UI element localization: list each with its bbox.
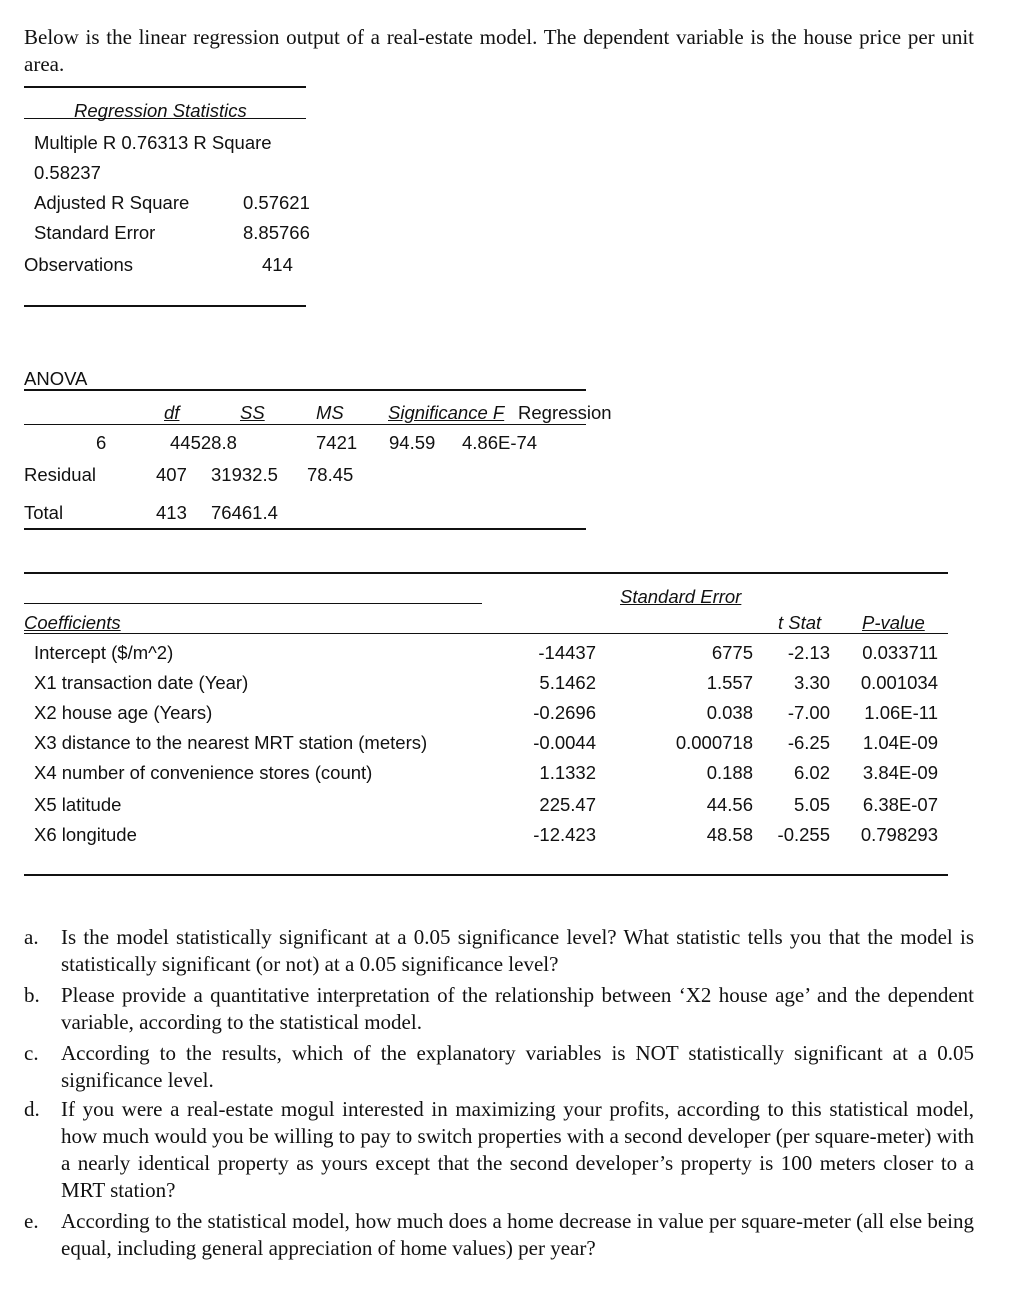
coef-row-p-value: 0.798293 — [860, 824, 938, 845]
coef-row-p-value: 3.84E-09 — [862, 762, 938, 783]
anova-residual-label: Residual — [24, 464, 96, 485]
intro-text: Below is the linear regression output of a real-estate model. The dependent variable is the house price per unit area. — [24, 25, 974, 76]
coef-row-coefficient: -0.0044 — [533, 732, 596, 753]
coef-row-coefficient: 5.1462 — [539, 672, 596, 693]
anova-total-label: Total — [24, 502, 64, 523]
observations-label: Observations — [24, 254, 133, 275]
coef-header-t-stat: t Stat — [778, 612, 822, 633]
coef-row-variable: X3 distance to the nearest MRT station (meters) — [34, 732, 428, 753]
coef-row-standard-error: 0.188 — [706, 762, 753, 783]
coef-row-p-value: 0.033711 — [862, 642, 938, 663]
coef-row-standard-error: 6775 — [711, 642, 753, 663]
coef-row-variable: X6 longitude — [34, 824, 137, 845]
divider — [24, 874, 948, 876]
coef-row-t-stat: 3.30 — [793, 672, 830, 693]
coef-row-coefficient: 1.1332 — [539, 762, 596, 783]
question-letter: a. — [24, 925, 39, 949]
question-item — [24, 1208, 974, 1262]
adj-r-square-value: 0.57621 — [243, 192, 310, 213]
coef-row-t-stat: 5.05 — [793, 794, 830, 815]
question-item — [24, 1096, 974, 1204]
anova-header-ms: MS — [316, 402, 344, 423]
anova-regression-df: 6 — [96, 432, 107, 453]
question-text: If you were a real-estate mogul interested in maximizing your profits, according to this statistical model, how much would you be willing to pay to switch properties with a second developer (per square-meter) with a nearly identical property as yours except that the second developer’s property is 100 meters closer to a MRT station? — [61, 1097, 974, 1202]
anova-regression-label: Regression — [518, 402, 612, 423]
coef-row-standard-error: 48.58 — [706, 824, 753, 845]
coef-row-p-value: 6.38E-07 — [862, 794, 938, 815]
divider — [24, 424, 586, 425]
coef-row-coefficient: -14437 — [538, 642, 596, 663]
anova-total-ss: 76461.4 — [211, 502, 278, 523]
coef-row-p-value: 1.06E-11 — [864, 702, 938, 723]
coef-row-t-stat: -6.25 — [787, 732, 830, 753]
coef-row-standard-error: 0.038 — [706, 702, 753, 723]
standard-error-label: Standard Error — [34, 222, 156, 243]
anova-regression-ss: 44528.8 — [170, 432, 237, 453]
question-letter: d. — [24, 1097, 40, 1121]
anova-residual-df: 407 — [156, 464, 187, 485]
anova-regression-significance: 4.86E-74 — [462, 432, 538, 453]
coef-row-coefficient: -12.423 — [533, 824, 596, 845]
question-item — [24, 1040, 974, 1094]
question-text: According to the statistical model, how much does a home decrease in value per square-meter (all else being equal, including general appreciation of home values) per year? — [61, 1209, 974, 1260]
standard-error-value: 8.85766 — [243, 222, 310, 243]
regression-statistics-title: Regression Statistics — [74, 100, 247, 121]
question-letter: e. — [24, 1209, 39, 1233]
multiple-r-line: Multiple R 0.76313 R Square — [34, 132, 272, 153]
coef-header-coefficients: Coefficients — [24, 612, 121, 633]
coef-row-p-value: 0.001034 — [860, 672, 938, 693]
question-text: According to the results, which of the explanatory variables is NOT statistically significant at a 0.05 significance level. — [61, 1041, 974, 1092]
divider — [24, 603, 482, 604]
question-text: Please provide a quantitative interpretation of the relationship between ‘X2 house age’ and the dependent variable, according to the statistical model. — [61, 983, 974, 1034]
coef-row-variable: X5 latitude — [34, 794, 122, 815]
anova-regression-f: 94.59 — [389, 432, 436, 453]
divider — [24, 86, 306, 88]
coef-header-p-value: P-value — [862, 612, 925, 633]
r-square-value: 0.58237 — [34, 162, 101, 183]
coef-header-standard-error: Standard Error — [620, 586, 742, 607]
divider — [24, 528, 586, 530]
question-letter: b. — [24, 983, 40, 1007]
divider — [24, 305, 306, 307]
coef-row-coefficient: 225.47 — [539, 794, 596, 815]
coef-row-standard-error: 0.000718 — [675, 732, 753, 753]
coef-row-p-value: 1.04E-09 — [862, 732, 938, 753]
coef-row-t-stat: -7.00 — [787, 702, 830, 723]
coef-row-t-stat: 6.02 — [793, 762, 830, 783]
anova-residual-ss: 31932.5 — [211, 464, 278, 485]
question-text: Is the model statistically significant at a 0.05 significance level? What statistic tells you that the model is statistically significant (or not) at a 0.05 significance level? — [61, 925, 974, 976]
anova-regression-ms: 7421 — [316, 432, 358, 453]
coef-row-t-stat: -0.255 — [777, 824, 830, 845]
anova-header-df: df — [164, 402, 180, 423]
coef-row-standard-error: 44.56 — [706, 794, 753, 815]
question-item — [24, 982, 974, 1036]
coef-row-variable: X4 number of convenience stores (count) — [34, 762, 373, 783]
coef-row-coefficient: -0.2696 — [533, 702, 596, 723]
anova-title: ANOVA — [24, 368, 88, 389]
anova-total-df: 413 — [156, 502, 187, 523]
anova-header-ss: SS — [240, 402, 265, 423]
anova-header-significance-f: Significance F — [388, 402, 505, 423]
adj-r-square-label: Adjusted R Square — [34, 192, 190, 213]
question-letter: c. — [24, 1041, 39, 1065]
observations-value: 414 — [262, 254, 293, 275]
coef-row-variable: Intercept ($/m^2) — [34, 642, 174, 663]
coef-row-variable: X1 transaction date (Year) — [34, 672, 249, 693]
divider — [24, 572, 948, 574]
question-item — [24, 924, 974, 978]
anova-residual-ms: 78.45 — [307, 464, 354, 485]
coef-row-t-stat: -2.13 — [787, 642, 830, 663]
coef-row-variable: X2 house age (Years) — [34, 702, 213, 723]
divider — [24, 389, 586, 391]
coef-row-standard-error: 1.557 — [706, 672, 753, 693]
